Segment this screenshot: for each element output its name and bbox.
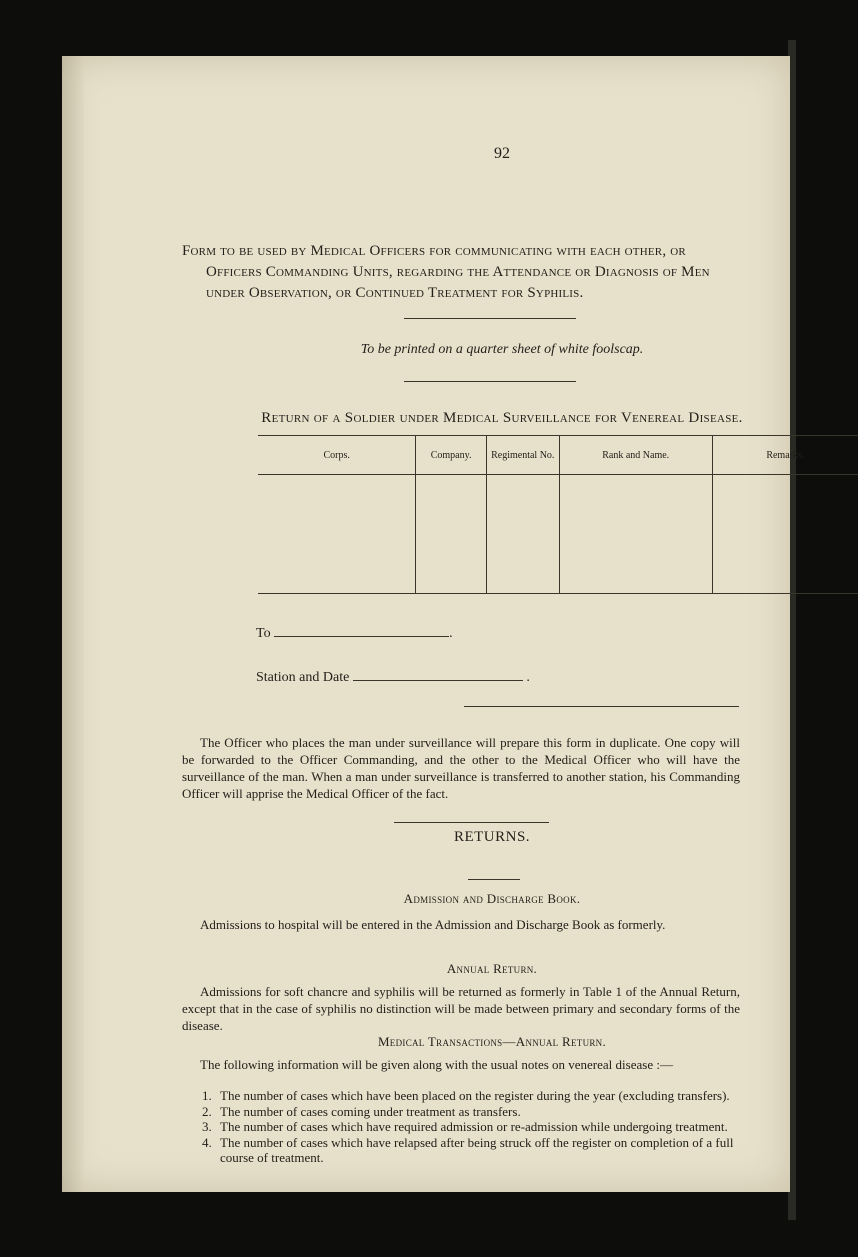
cell-rank-and-name[interactable] <box>559 475 712 594</box>
cell-company[interactable] <box>416 475 486 594</box>
column-regimental-no: Regimental No. <box>486 436 559 475</box>
admission-text: Admissions to hospital will be entered in the Admission and Discharge Book as formerly. <box>200 917 666 932</box>
returns-title: RETURNS. <box>453 829 531 845</box>
information-list <box>182 1088 764 1166</box>
divider <box>464 706 739 707</box>
medical-transactions-title: Medical Transactions—Annual Return. <box>377 1034 607 1049</box>
item-number: 2. <box>202 1103 212 1119</box>
cell-remarks[interactable] <box>712 475 858 594</box>
list-item <box>204 1135 764 1166</box>
divider <box>468 879 520 880</box>
form-heading <box>182 241 754 304</box>
medical-transactions-intro: The following information will be given along with the usual notes on venereal disease :— <box>200 1057 673 1072</box>
to-field: To . <box>256 622 453 642</box>
heading-line-1: Form to be used by Medical Officers for communicating with each other, or <box>182 243 686 259</box>
item-number: 4. <box>202 1134 212 1150</box>
to-label: To <box>256 626 271 641</box>
item-text: The number of cases which have been placed on the register during the year (excluding transfers). <box>220 1088 730 1103</box>
page-binding-shadow <box>62 56 84 1192</box>
item-number: 1. <box>202 1088 212 1103</box>
cell-regimental-no[interactable] <box>486 475 559 594</box>
book-page <box>62 56 805 1192</box>
column-rank-and-name: Rank and Name. <box>559 436 712 475</box>
column-corps: Corps. <box>258 436 416 475</box>
list-item <box>204 1104 764 1120</box>
station-date-field: Station and Date . <box>256 666 530 686</box>
station-date-label: Station and Date <box>256 670 350 685</box>
station-date-blank[interactable] <box>353 666 523 681</box>
list-item <box>204 1088 764 1104</box>
heading-line-3: under Observation, or Continued Treatment for Syphilis. <box>206 285 584 301</box>
item-text: The number of cases which have required admission or re-admission while undergoing treatment. <box>220 1119 728 1134</box>
item-text: The number of cases which have relapsed after being struck off the register on completion of a full course of treatment. <box>220 1134 734 1165</box>
page-number: 92 <box>494 145 510 162</box>
item-text: The number of cases coming under treatment as transfers. <box>220 1103 521 1119</box>
annual-return-title: Annual Return. <box>446 961 538 976</box>
instruction-paragraph: The Officer who places the man under surveillance will prepare this form in duplicate. One copy will be forwarded to the Officer Commanding, and the other to the Medical Officer who will have the surveillance of the man. When a man under surveillance is transferred to another station, his Commanding Officer will apprise the Medical Officer of the fact. <box>182 735 740 801</box>
surveillance-form-table <box>258 435 858 594</box>
divider <box>404 318 576 319</box>
table-header-row <box>258 436 858 475</box>
cell-corps[interactable] <box>258 475 416 594</box>
to-blank[interactable] <box>274 622 449 637</box>
column-company: Company. <box>416 436 486 475</box>
annual-return-text: Admissions for soft chancre and syphilis will be returned as formerly in Table 1 of the Annual Return, except that in the case of syphilis no distinction will be made between primary and secondary forms of the disease. <box>182 984 740 1033</box>
table-row <box>258 475 858 594</box>
admission-title: Admission and Discharge Book. <box>403 891 581 906</box>
heading-line-2: Officers Commanding Units, regarding the Attendance or Diagnosis of Men <box>206 264 710 280</box>
divider <box>404 381 576 382</box>
return-title: Return of a Soldier under Medical Surveillance for Venereal Disease. <box>261 410 743 426</box>
column-remarks: Remarks. <box>712 436 858 475</box>
item-number: 3. <box>202 1119 212 1134</box>
printing-note: To be printed on a quarter sheet of white foolscap. <box>360 342 644 357</box>
list-item <box>204 1119 764 1135</box>
divider <box>394 822 549 823</box>
